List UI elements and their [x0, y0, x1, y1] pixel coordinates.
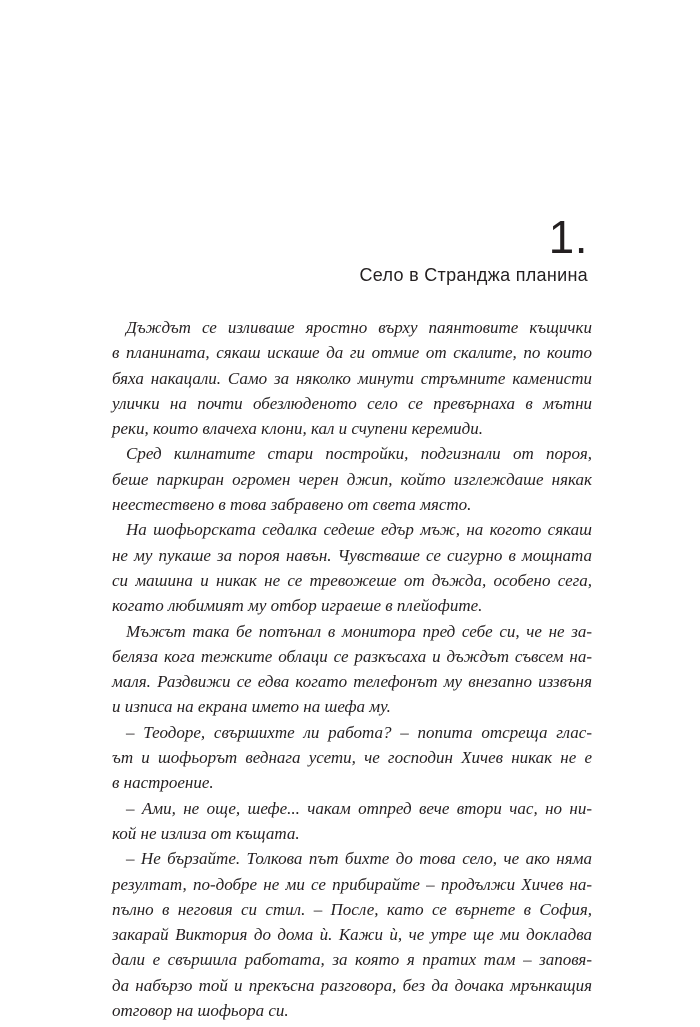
- text-line: Дъждът се изливаше яростно върху паянтовите къщички: [126, 318, 592, 337]
- text-line: си машина и никак не се тревожеше от дъжда, особено сега,: [112, 570, 592, 590]
- text-line: реки, които влачеха клони, кал и счупени керемиди.: [112, 419, 483, 439]
- text-line: бяха накацали. Само за няколко минути стръмните каменисти: [112, 368, 592, 388]
- text-line: когато любимият му отбор играеше в плейофите.: [112, 596, 483, 616]
- text-line: закарай Виктория до дома ѝ. Кажи ѝ, че утре ще ми докладва: [112, 925, 592, 945]
- paragraph: [112, 796, 592, 847]
- text-line: Мъжът така бе потънал в монитора пред себе си, че не за-: [126, 621, 592, 641]
- text-line: кой не излиза от къщата.: [112, 823, 300, 843]
- chapter-body: [112, 315, 592, 1023]
- paragraph: [112, 619, 592, 720]
- text-line: в настроение.: [112, 773, 214, 793]
- chapter-title: Село в Странджа планина: [359, 265, 588, 285]
- text-line: дали е свършила работата, за която я пратих там – заповя-: [112, 950, 592, 970]
- text-line: – Теодоре, свършихте ли работа? – попита отсреща глас-: [126, 722, 592, 742]
- text-line: беше паркиран огромен черен джип, който изглеждаше някак: [112, 469, 592, 489]
- text-line: резултат, по-добре не ми се прибирайте – продължи Хичев на-: [112, 874, 592, 894]
- text-line: пълно в неговия си стил. – После, като се върнете в София,: [112, 899, 592, 919]
- text-line: – Ами, не още, шефе... чакам отпред вече втори час, но ни-: [126, 798, 592, 818]
- text-line: отговор на шофьора си.: [112, 1001, 289, 1021]
- text-line: да набързо той и прекъсна разговора, без да дочака мрънкащия: [112, 975, 592, 995]
- paragraph: [112, 517, 592, 618]
- text-line: в планината, сякаш искаше да ги отмие от скалите, по които: [112, 343, 592, 363]
- text-line: ът и шофьорът веднага усети, че господин Хичев никак не е: [112, 748, 592, 768]
- text-line: маля. Раздвижи се едва когато телефонът му внезапно иззвъня: [112, 672, 592, 692]
- text-line: не му пукаше за пороя навън. Чувстваше се сигурно в мощната: [112, 545, 592, 565]
- text-line: и изписа на екрана името на шефа му.: [112, 697, 391, 717]
- text-line: – Не бързайте. Толкова път бихте до това село, че ако няма: [126, 849, 592, 869]
- paragraph: [112, 441, 592, 517]
- text-line: неестествено в това забравено от света място.: [112, 495, 472, 515]
- text-line: улички на почти обезлюденото село се превърнаха в мътни: [112, 393, 592, 413]
- text-line: На шофьорската седалка седеше едър мъж, на когото сякаш: [126, 520, 592, 540]
- text-line: беляза кога тежките облаци се разкъсаха и дъждът съвсем на-: [112, 646, 592, 666]
- paragraph: [112, 846, 592, 1023]
- chapter-number: 1.: [548, 211, 588, 263]
- text-line: Сред килнатите стари постройки, подгизнали от пороя,: [126, 444, 592, 464]
- paragraph: [112, 315, 592, 441]
- paragraph: [112, 720, 592, 796]
